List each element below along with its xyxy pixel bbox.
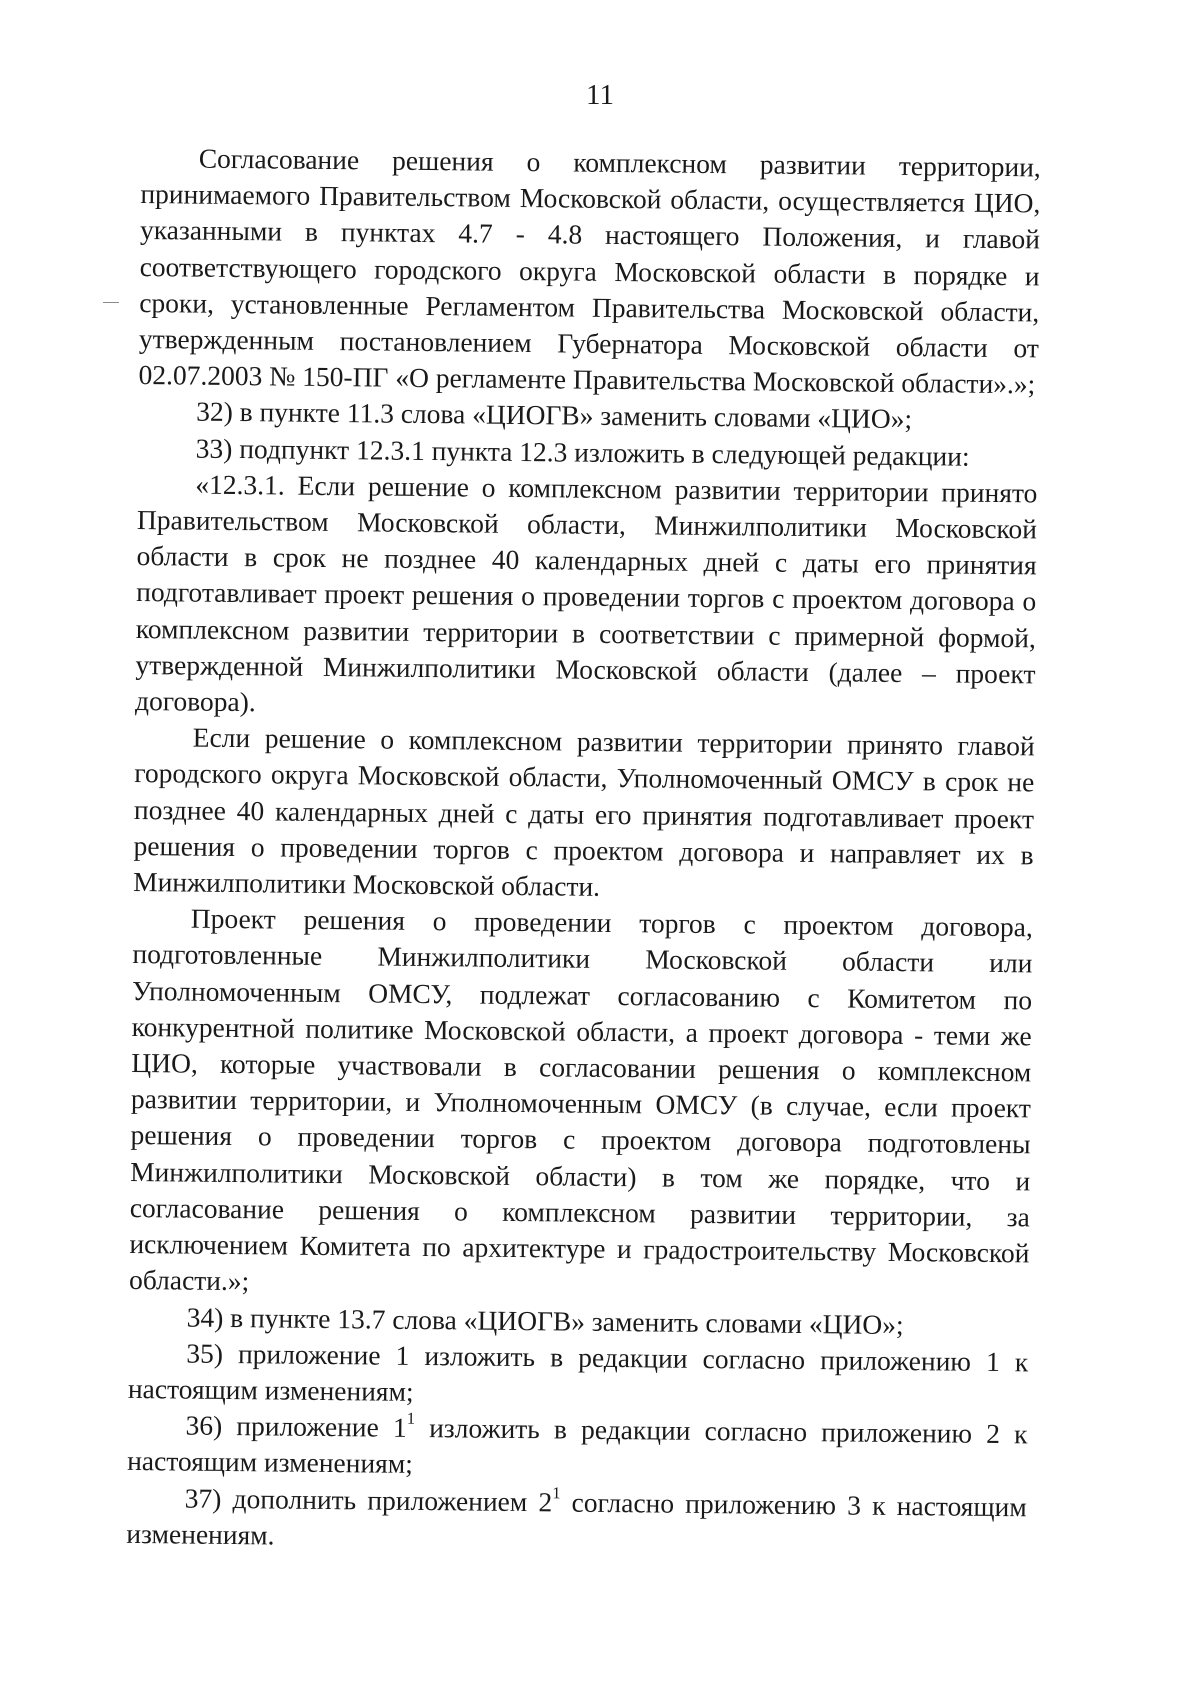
document-body [126, 140, 1041, 1561]
item-37-end: согласно приложению 3 к настоящим изменениям. [126, 1485, 1027, 1551]
paragraph-local-decision: Если решение о комплексном развитии территории принято главой городского округа Московской области, Уполномоченный ОМСУ в срок не позднее 40 календарных дней с даты его принятия подготавливает проект решения о проведении торгов с проектом договора и направляет их в Минжилполитики Московской области. [133, 721, 1035, 902]
item-36-superscript: 1 [406, 1408, 416, 1428]
paragraph-approval-procedure: Согласование решения о комплексном развитии территории, принимаемого Правительством Московской области, осуществляется ЦИО, указанными в пунктах 4.7 - 4.8 настоящего Положения, и главой соответствующего городского округа Московской области в порядке и сроки, установленные Регламентом Правительства Московской области, утвержденным постановлением Губернатора Московской области от 02.07.2003 № 150-ПГ «О регламенте Правительства Московской области».»; [138, 142, 1041, 400]
item-37-superscript: 1 [552, 1482, 561, 1502]
subclause-12-3-1: «12.3.1. Если решение о комплексном развитии территории принято Правительством Московской области, Минжилполитики Московской области в срок не позднее 40 календарных дней с даты его принятия подготавливает проект решения о проведении торгов с проектом договора о комплексном развитии территории в соответствии с примерной формой, утвержденной Минжилполитики Московской области (далее – проект договора). [134, 468, 1038, 718]
item-34: 34) в пункте 13.7 слова «ЦИОГВ» заменить словами «ЦИО»; [186, 1301, 904, 1340]
item-37-start: 37) дополнить приложением 2 [184, 1482, 553, 1517]
page-number: 11 [586, 79, 614, 111]
margin-mark [103, 302, 119, 303]
item-36 [127, 1407, 1028, 1489]
item-35: 35) приложение 1 изложить в редакции согласно приложению 1 к настоящим изменениям; [127, 1337, 1029, 1407]
item-33: 33) подпункт 12.3.1 пункта 12.3 изложить в следующей редакции: [195, 432, 970, 472]
item-36-start: 36) приложение 1 [185, 1409, 407, 1443]
paragraph-draft-approval: Проект решения о проведении торгов с проектом договора, подготовленные Минжилполитики Московской области или Уполномоченным ОМСУ, подлежат согласованию с Комитетом по конкурентной политике Московской области, а проект договора - теми же ЦИО, которые участвовали в согласовании решения о комплексном развитии территории, и Уполномоченным ОМСУ (в случае, если проект решения о проведении торгов с проектом договора подготовлены Минжилполитики Московской области) в том же порядке, что и согласование решения о комплексном развитии территории, за исключением Комитета по архитектуре и градостроительству Московской области.»; [128, 902, 1033, 1297]
item-36-end: изложить в редакции согласно приложению 2 к настоящим изменениям; [127, 1412, 1028, 1480]
item-37 [126, 1479, 1027, 1561]
item-32: 32) в пункте 11.3 слова «ЦИОГВ» заменить словами «ЦИО»; [195, 396, 913, 435]
